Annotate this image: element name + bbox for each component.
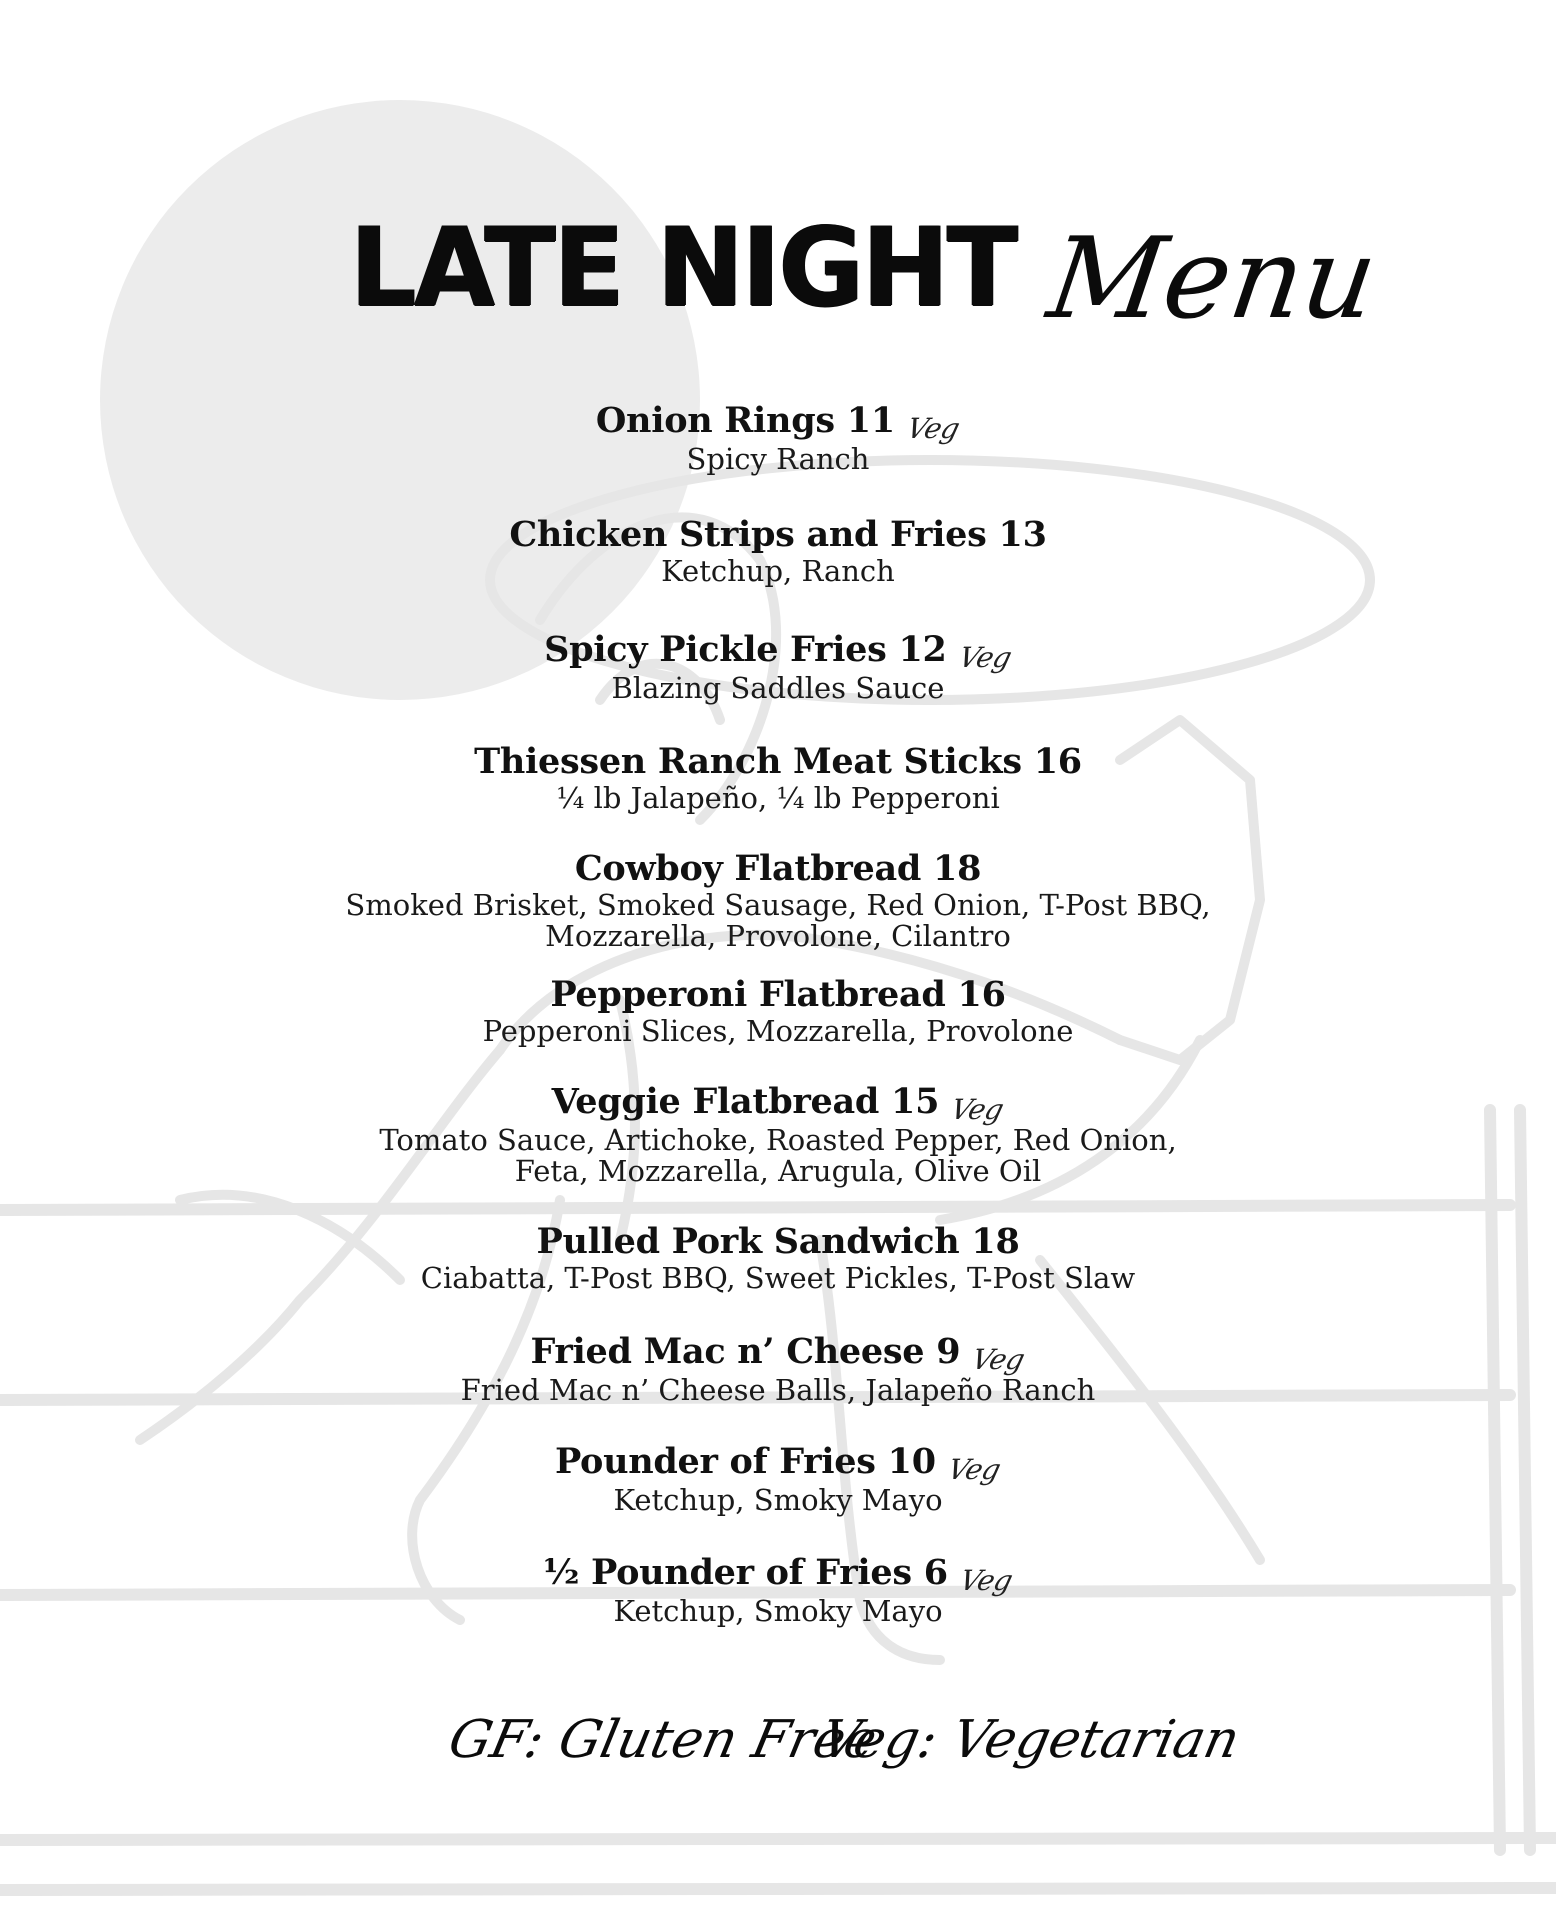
menu-item <box>0 1552 1556 1627</box>
item-heading <box>0 1331 1556 1375</box>
item-price: 18 <box>971 1221 1020 1262</box>
veg-tag: Veg <box>955 641 1015 674</box>
item-price: 16 <box>1033 741 1082 782</box>
item-description: Ketchup, Smoky Mayo <box>613 1594 943 1628</box>
menu-item <box>0 1221 1556 1294</box>
item-name: ½ Pounder of Fries <box>542 1552 912 1593</box>
item-heading <box>0 1081 1556 1125</box>
menu-item <box>0 1331 1556 1406</box>
item-price: 15 <box>891 1081 940 1122</box>
item-heading <box>0 1441 1556 1485</box>
menu-item <box>0 1441 1556 1516</box>
item-description: Ketchup, Smoky Mayo <box>613 1483 943 1517</box>
legend-gluten-free: GF: Gluten Free <box>443 1710 883 1770</box>
item-heading <box>0 1552 1556 1596</box>
item-name: Spicy Pickle Fries <box>544 629 887 670</box>
menu-item <box>0 974 1556 1047</box>
menu-item <box>0 514 1556 587</box>
item-name: Onion Rings <box>595 400 835 441</box>
item-name: Pulled Pork Sandwich <box>536 1221 960 1262</box>
dietary-legend <box>0 1700 1556 1790</box>
veg-tag: Veg <box>947 1093 1008 1126</box>
veg-tag: Veg <box>956 1564 1016 1597</box>
item-name: Veggie Flatbread <box>551 1081 880 1122</box>
item-description: Mozzarella, Provolone, Cilantro <box>545 919 1011 953</box>
item-description: Spicy Ranch <box>686 442 870 476</box>
item-heading <box>0 741 1556 783</box>
item-heading <box>0 974 1556 1016</box>
menu-item <box>0 400 1556 475</box>
item-heading <box>0 514 1556 556</box>
item-name: Pepperoni Flatbread <box>550 974 946 1015</box>
item-name: Chicken Strips and Fries <box>509 514 987 555</box>
item-description: ¼ lb Jalapeño, ¼ lb Pepperoni <box>556 781 1000 815</box>
item-description: Smoked Brisket, Smoked Sausage, Red Onion, T-Post BBQ, <box>345 888 1211 922</box>
item-description: Blazing Saddles Sauce <box>611 671 945 705</box>
item-price: 12 <box>898 629 947 670</box>
item-description: Ketchup, Ranch <box>661 554 895 588</box>
veg-tag: Veg <box>903 412 963 445</box>
legend-vegetarian: Veg: Vegetarian <box>815 1710 1245 1770</box>
menu-item <box>0 629 1556 704</box>
item-description: Tomato Sauce, Artichoke, Roasted Pepper, Red Onion, <box>379 1123 1177 1157</box>
menu-item <box>0 848 1556 952</box>
item-name: Pounder of Fries <box>554 1441 876 1482</box>
item-heading <box>0 400 1556 444</box>
item-description: Fried Mac n’ Cheese Balls, Jalapeño Ranch <box>460 1373 1096 1407</box>
item-price: 13 <box>998 514 1047 555</box>
item-price: 9 <box>936 1331 961 1372</box>
item-heading <box>0 629 1556 673</box>
item-price: 10 <box>887 1441 936 1482</box>
item-description: Ciabatta, T-Post BBQ, Sweet Pickles, T-Post Slaw <box>420 1261 1136 1295</box>
item-name: Fried Mac n’ Cheese <box>530 1331 925 1372</box>
veg-tag: Veg <box>968 1343 1029 1376</box>
menu-item <box>0 1081 1556 1187</box>
item-heading <box>0 848 1556 890</box>
item-description: Feta, Mozzarella, Arugula, Olive Oil <box>514 1154 1042 1188</box>
veg-tag: Veg <box>944 1453 1004 1486</box>
item-price: 16 <box>957 974 1006 1015</box>
item-name: Cowboy Flatbread <box>574 848 922 889</box>
page-title <box>350 202 1385 360</box>
item-name: Thiessen Ranch Meat Sticks <box>474 741 1022 782</box>
item-heading <box>0 1221 1556 1263</box>
item-description: Pepperoni Slices, Mozzarella, Provolone <box>482 1014 1074 1048</box>
menu-item <box>0 741 1556 814</box>
item-price: 11 <box>846 400 895 441</box>
title-script: Menu <box>1040 214 1385 344</box>
item-price: 6 <box>923 1552 948 1593</box>
item-price: 18 <box>933 848 982 889</box>
title-main: LATE NIGHT <box>350 202 1016 332</box>
